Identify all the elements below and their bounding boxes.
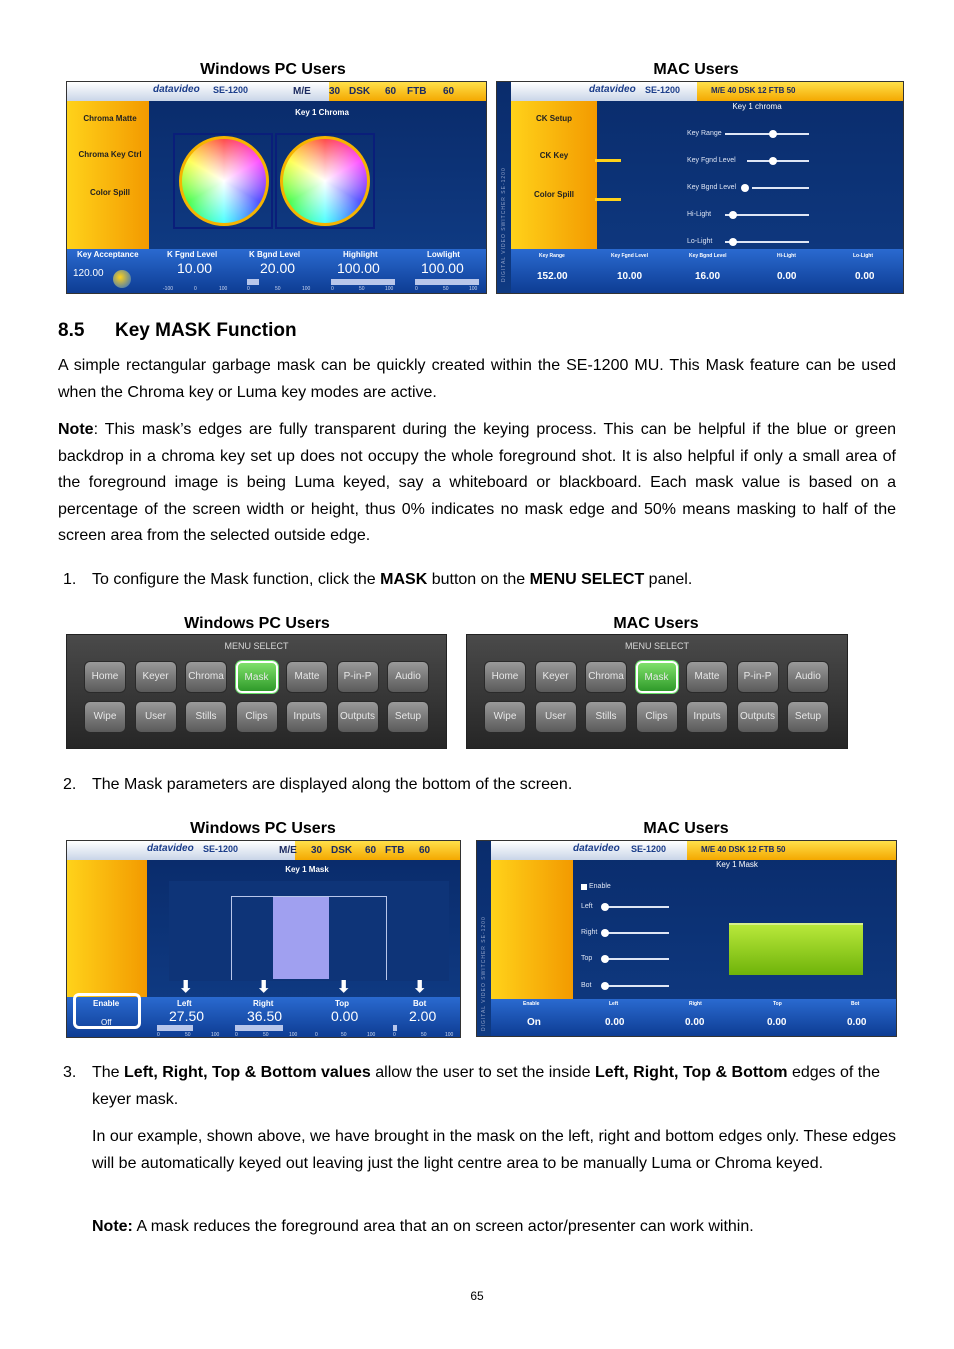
note-2: Note: A mask reduces the foreground area that an on screen actor/presenter can work within.	[92, 1218, 754, 1235]
datavideo-logo: datavideo	[573, 843, 620, 854]
panel-heading: Key 1 chroma	[732, 102, 782, 111]
hi-light-slider[interactable]	[729, 211, 737, 219]
key-acceptance-value[interactable]: 120.00	[73, 268, 104, 279]
dial-knob-icon[interactable]	[113, 270, 131, 288]
caption-windows: Windows PC Users	[184, 615, 330, 632]
down-arrow-icon: ⬇	[413, 979, 427, 996]
menu-button-setup[interactable]: Setup	[387, 701, 429, 733]
chroma-mac-screenshot: DIGITAL VIDEO SWITCHER SE-1200 datavideo SE-1200 M/E 40 DSK 12 FTB 50 CK Setup CK Key Color Spill Key 1 chroma Key Range Key Fgnd Level Key Bgnd Level Hi-Light Lo-Light Key Range Key Fgnd Level Key Bgnd Level Hi-Light Lo-Light 152.00 10.00 16.00 0.00 0.00	[496, 81, 904, 294]
menu-button-keyer[interactable]: Keyer	[535, 661, 577, 693]
pointer-marker	[595, 159, 621, 162]
menu-button-user[interactable]: User	[535, 701, 577, 733]
menu-button-matte[interactable]: Matte	[686, 661, 728, 693]
menu-button-matte[interactable]: Matte	[286, 661, 328, 693]
top-slider[interactable]	[601, 955, 609, 963]
key-bgnd-level-slider[interactable]	[741, 184, 749, 192]
panel-heading: Key 1 Mask	[285, 865, 329, 874]
menu-button-clips[interactable]: Clips	[236, 701, 278, 733]
intro-paragraph: A simple rectangular garbage mask can be quickly created within the SE-1200 MU. This Mask feature can be used when the Chroma key or Luma key modes are active.	[58, 357, 896, 401]
chroma-windows-screenshot: datavideo SE-1200 M/E 30 DSK 60 FTB 60 Chroma Matte Chroma Key Ctrl Color Spill Key 1 Chroma Key Acceptance K Fgnd Level K Bgnd Level Highlight Lowlight 120.00 10.00 20.00 100.00 100.00 -100 0 100 0 50 100 0 50 100 0 50 100	[66, 81, 487, 294]
menu-button-user[interactable]: User	[135, 701, 177, 733]
menu-button-wipe[interactable]: Wipe	[84, 701, 126, 733]
menu-button-setup[interactable]: Setup	[787, 701, 829, 733]
menu-button-outputs[interactable]: Outputs	[337, 701, 379, 733]
note-paragraph: Note: This mask’s edges are fully transparent during the keying process. This can be helpful if the blue or green backdrop in a chroma key set up does not occupy the whole foreground shot. It is also helpful if only a small area of the foreground image is being Luma keyed, say a whiteboard or blackboard. Each mask value is based on a percentage of the screen width or height, thus 0% indicates no mask edge and 50% means masking to half of the screen area from the selected outside edge.	[58, 421, 896, 544]
mask-mac-screenshot: DIGITAL VIDEO SWITCHER SE-1200 datavideo SE-1200 M/E 40 DSK 12 FTB 50 Key 1 Mask Enable Left Right Top Bot Enable Left Right Top Bot On 0.00 0.00 0.00 0.00	[476, 840, 897, 1037]
menu-button-stills[interactable]: Stills	[585, 701, 627, 733]
mask-region	[273, 897, 329, 979]
pointer-marker	[595, 198, 621, 201]
menu-button-mask[interactable]: Mask	[236, 661, 278, 693]
color-spill-button[interactable]: Color Spill	[534, 190, 574, 199]
menu-button-stills[interactable]: Stills	[185, 701, 227, 733]
menu-button-keyer[interactable]: Keyer	[135, 661, 177, 693]
panel-heading: Key 1 Mask	[716, 860, 758, 869]
color-spill-button[interactable]: Color Spill	[90, 188, 130, 197]
page-number: 65	[470, 1289, 484, 1303]
enable-value[interactable]: Off	[101, 1018, 112, 1027]
menu-button-inputs[interactable]: Inputs	[286, 701, 328, 733]
color-wheel-fgnd[interactable]	[179, 136, 269, 226]
left-slider[interactable]	[601, 903, 609, 911]
menu-button-audio[interactable]: Audio	[387, 661, 429, 693]
menu-button-home[interactable]: Home	[84, 661, 126, 693]
menu-button-clips[interactable]: Clips	[636, 701, 678, 733]
lo-light-slider[interactable]	[729, 238, 737, 246]
caption-windows: Windows PC Users	[190, 820, 336, 837]
enable-checkbox[interactable]	[581, 884, 587, 890]
section-number: 8.5	[58, 320, 85, 341]
step-1-text: To configure the Mask function, click the MASK button on the MENU SELECT panel.	[92, 571, 693, 588]
mask-windows-screenshot: datavideo SE-1200 M/E 30 DSK 60 FTB 60 Key 1 Mask ⬇ ⬇ ⬇ ⬇ Enable Left Right Top Bot Off 27.50 36.50 0.00 2.00 0 50 100 0 50 100 0 50 100 0 50 100	[66, 840, 461, 1038]
datavideo-logo: datavideo	[153, 84, 200, 95]
key-fgnd-level-slider[interactable]	[769, 157, 777, 165]
bot-slider[interactable]	[601, 982, 609, 990]
menu-select-mac: MENU SELECT Home Keyer Chroma Mask Matte P-in-P Audio Wipe User Stills Clips Inputs Outputs Setup	[466, 634, 848, 749]
example-paragraph: In our example, shown above, we have brought in the mask on the left, right and bottom edges only. These edges will be automatically keyed out leaving just the light centre area to be manually Luma or Chroma keyed.	[92, 1128, 896, 1172]
chroma-key-ctrl-button[interactable]: Chroma Key Ctrl	[78, 150, 142, 159]
datavideo-logo: datavideo	[589, 84, 636, 95]
menu-button-p-in-p[interactable]: P-in-P	[337, 661, 379, 693]
menu-button-wipe[interactable]: Wipe	[484, 701, 526, 733]
menu-button-mask[interactable]: Mask	[636, 661, 678, 693]
color-wheel-bgnd[interactable]	[280, 136, 370, 226]
caption-windows: Windows PC Users	[200, 61, 346, 78]
step-3-text: The Left, Right, Top & Bottom values allow the user to set the inside Left, Right, Top & Bottom edges of the keyer mask.	[92, 1064, 881, 1108]
right-slider[interactable]	[601, 929, 609, 937]
chroma-matte-button[interactable]: Chroma Matte	[83, 114, 137, 123]
ck-key-button[interactable]: CK Key	[539, 151, 569, 160]
menu-button-home[interactable]: Home	[484, 661, 526, 693]
section-title: Key MASK Function	[115, 320, 297, 341]
menu-button-audio[interactable]: Audio	[787, 661, 829, 693]
down-arrow-icon: ⬇	[257, 979, 271, 996]
menu-button-p-in-p[interactable]: P-in-P	[737, 661, 779, 693]
menu-select-windows: MENU SELECT Home Keyer Chroma Mask Matte P-in-P Audio Wipe User Stills Clips Inputs Outputs Setup	[66, 634, 447, 749]
step-2-text: The Mask parameters are displayed along the bottom of the screen.	[92, 776, 573, 793]
datavideo-logo: datavideo	[147, 843, 194, 854]
menu-button-chroma[interactable]: Chroma	[185, 661, 227, 693]
mask-preview	[729, 923, 863, 975]
panel-heading: Key 1 Chroma	[295, 108, 349, 117]
menu-button-outputs[interactable]: Outputs	[737, 701, 779, 733]
down-arrow-icon: ⬇	[337, 979, 351, 996]
ck-setup-button[interactable]: CK Setup	[536, 114, 572, 123]
down-arrow-icon: ⬇	[179, 979, 193, 996]
caption-mac: MAC Users	[613, 615, 699, 632]
left-button-column	[67, 101, 149, 249]
menu-button-inputs[interactable]: Inputs	[686, 701, 728, 733]
menu-button-chroma[interactable]: Chroma	[585, 661, 627, 693]
key-range-slider[interactable]	[769, 130, 777, 138]
caption-mac: MAC Users	[653, 61, 739, 78]
caption-mac: MAC Users	[643, 820, 729, 837]
